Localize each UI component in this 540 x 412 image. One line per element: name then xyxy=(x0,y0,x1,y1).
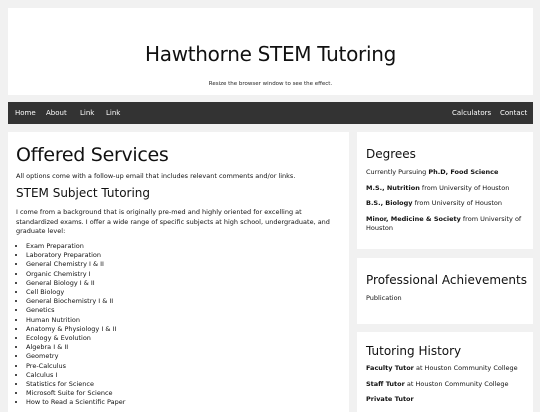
subject-item: • Cell Biology xyxy=(26,288,125,297)
degrees-card xyxy=(357,132,533,249)
subject-item: • Pre-Calculus xyxy=(26,362,125,371)
page-header xyxy=(8,8,533,95)
achievement-item: Publication xyxy=(366,294,402,302)
subject-item: • General Chemistry I & II xyxy=(26,260,125,269)
subject-item: • Statistics for Science xyxy=(26,380,125,389)
subject-item: • Ecology & Evolution xyxy=(26,334,125,343)
stem-subject-description: I come from a background that is originally pre-med and highly oriented for excelling at standardized exams. I offer a wide range of specific subjects at high school, undergraduate, and graduate level: xyxy=(16,208,330,235)
services-title: Offered Services xyxy=(16,144,169,166)
degree-item: Currently Pursuing Ph.D, Food Science xyxy=(366,168,499,176)
nav-link-calculators[interactable]: Calculators xyxy=(452,109,492,117)
nav-link-home[interactable]: Home xyxy=(15,109,36,117)
history-item: Faculty Tutor at Houston Community College xyxy=(366,364,518,372)
achievements-title: Professional Achievements xyxy=(366,273,527,287)
subject-item: • Exam Preparation xyxy=(26,242,125,251)
subject-item: • Human Nutrition xyxy=(26,316,125,325)
subject-item: • Organic Chemistry I xyxy=(26,270,125,279)
subject-item: • General Biochemistry I & II xyxy=(26,297,125,306)
subject-item: • General Biology I & II xyxy=(26,279,125,288)
site-subtitle: Resize the browser window to see the effect. xyxy=(208,81,333,87)
nav-link-2[interactable]: Link xyxy=(106,109,121,117)
subject-item: • How to Read a Scientific Paper xyxy=(26,398,125,407)
degree-item: M.S., Nutrition from University of Houston xyxy=(366,183,510,192)
top-navbar xyxy=(8,102,533,124)
history-title: Tutoring History xyxy=(366,344,462,358)
degrees-title: Degrees xyxy=(366,147,416,161)
subject-item: • Algebra I & II xyxy=(26,343,125,352)
history-item: Private Tutor xyxy=(366,395,414,403)
services-card xyxy=(8,132,349,412)
degrees-list xyxy=(366,168,526,240)
subject-item: • Genetics xyxy=(26,306,125,315)
nav-link-about[interactable]: About xyxy=(46,109,67,117)
subject-item: • Geometry xyxy=(26,352,125,361)
subject-item: • Laboratory Preparation xyxy=(26,251,125,260)
stem-subject-title: STEM Subject Tutoring xyxy=(16,186,151,200)
achievements-list xyxy=(366,294,526,310)
history-list xyxy=(366,364,526,411)
site-title: Hawthorne STEM Tutoring xyxy=(145,42,396,66)
degree-item: B.S., Biology from University of Houston xyxy=(366,199,503,207)
services-intro: All options come with a follow-up email that includes relevant comments and/or links. xyxy=(16,172,296,180)
subject-list xyxy=(16,242,125,408)
history-card xyxy=(357,332,533,412)
subject-item: • Anatomy & Physiology I & II xyxy=(26,325,125,334)
subject-item: • Calculus I xyxy=(26,371,125,380)
nav-link-1[interactable]: Link xyxy=(80,109,95,117)
degree-item: Minor, Medicine & Society from University of Houston xyxy=(366,214,522,232)
nav-link-contact[interactable]: Contact xyxy=(500,109,528,117)
subject-item: • Microsoft Suite for Science xyxy=(26,389,125,398)
history-item: Staff Tutor at Houston Community College xyxy=(366,379,509,388)
achievements-card xyxy=(357,258,533,324)
